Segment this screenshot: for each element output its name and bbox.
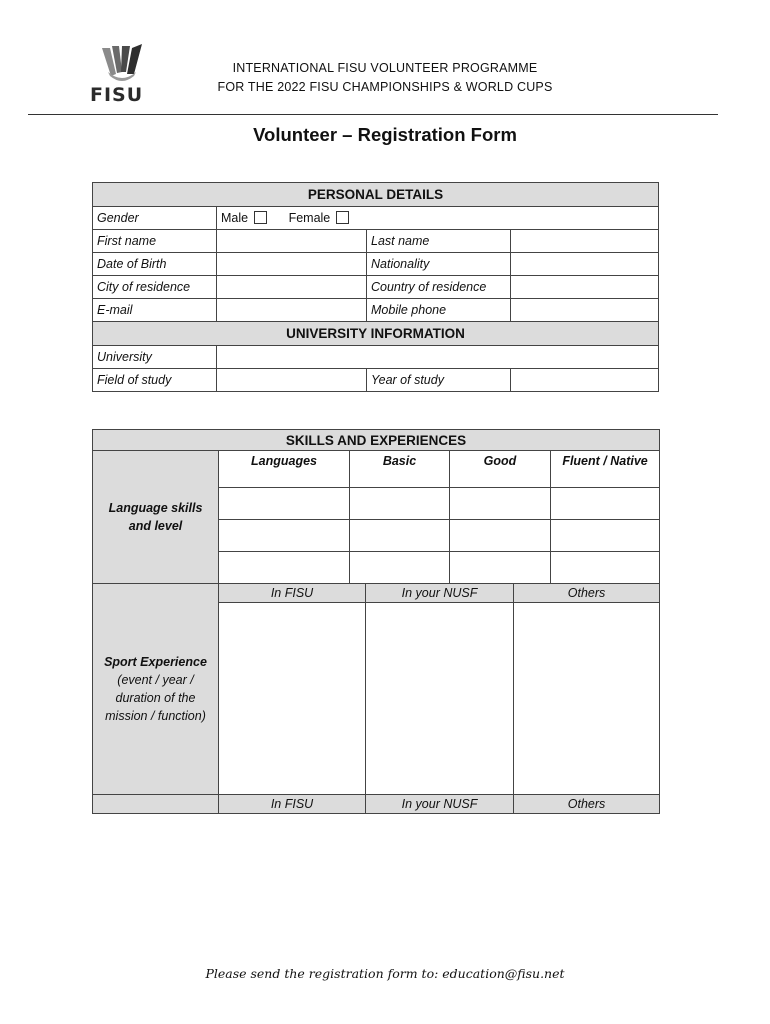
university-field[interactable] xyxy=(217,346,659,369)
language-3-good[interactable] xyxy=(450,552,551,584)
language-1-basic[interactable] xyxy=(350,488,450,520)
language-3-field[interactable] xyxy=(219,552,350,584)
others-footer: Others xyxy=(514,795,660,814)
city-field[interactable] xyxy=(217,276,367,299)
language-3-basic[interactable] xyxy=(350,552,450,584)
header-line-1: INTERNATIONAL FISU VOLUNTEER PROGRAMME xyxy=(232,61,538,75)
language-2-basic[interactable] xyxy=(350,520,450,552)
female-checkbox[interactable] xyxy=(336,211,349,224)
last-name-field[interactable] xyxy=(511,230,659,253)
email-field[interactable] xyxy=(217,299,367,322)
others-field[interactable] xyxy=(514,603,660,795)
form-title: Volunteer – Registration Form xyxy=(253,124,517,145)
language-3-fluent[interactable] xyxy=(551,552,660,584)
gender-label: Gender xyxy=(93,207,217,230)
footer-note: Please send the registration form to: education@fisu.net xyxy=(205,966,565,981)
in-fisu-header: In FISU xyxy=(219,584,366,603)
male-checkbox[interactable] xyxy=(254,211,267,224)
year-of-study-field[interactable] xyxy=(511,369,659,392)
header-divider xyxy=(28,114,718,115)
male-label: Male xyxy=(221,211,249,225)
first-name-field[interactable] xyxy=(217,230,367,253)
in-nusf-field[interactable] xyxy=(366,603,514,795)
city-label: City of residence xyxy=(93,276,217,299)
language-1-good[interactable] xyxy=(450,488,551,520)
year-of-study-label: Year of study xyxy=(367,369,511,392)
sport-experience-hint: (event / year / duration of the mission / function) xyxy=(105,673,206,723)
others-header: Others xyxy=(514,584,660,603)
personal-details-table xyxy=(92,182,659,392)
languages-header: Languages xyxy=(219,451,350,488)
sport-experience-title: Sport Experience xyxy=(104,655,207,669)
field-of-study-label: Field of study xyxy=(93,369,217,392)
dob-field[interactable] xyxy=(217,253,367,276)
good-header: Good xyxy=(450,451,551,488)
language-1-field[interactable] xyxy=(219,488,350,520)
field-of-study-field[interactable] xyxy=(217,369,367,392)
country-label: Country of residence xyxy=(367,276,511,299)
footer-row-label xyxy=(93,795,219,814)
language-2-good[interactable] xyxy=(450,520,551,552)
gender-options xyxy=(217,207,659,230)
nationality-field[interactable] xyxy=(511,253,659,276)
language-2-field[interactable] xyxy=(219,520,350,552)
university-label: University xyxy=(93,346,217,369)
personal-details-heading: PERSONAL DETAILS xyxy=(93,183,659,207)
fisu-logo-text: FISU xyxy=(90,84,144,106)
in-fisu-field[interactable] xyxy=(219,603,366,795)
nationality-label: Nationality xyxy=(367,253,511,276)
female-label: Female xyxy=(288,211,331,225)
language-2-fluent[interactable] xyxy=(551,520,660,552)
first-name-label: First name xyxy=(93,230,217,253)
country-field[interactable] xyxy=(511,276,659,299)
skills-table xyxy=(92,429,660,814)
in-nusf-header: In your NUSF xyxy=(366,584,514,603)
in-fisu-footer: In FISU xyxy=(219,795,366,814)
fluent-header: Fluent / Native xyxy=(551,451,660,488)
email-label: E-mail xyxy=(93,299,217,322)
basic-header: Basic xyxy=(350,451,450,488)
in-nusf-footer: In your NUSF xyxy=(366,795,514,814)
university-info-heading: UNIVERSITY INFORMATION xyxy=(93,322,659,346)
mobile-field[interactable] xyxy=(511,299,659,322)
dob-label: Date of Birth xyxy=(93,253,217,276)
skills-heading: SKILLS AND EXPERIENCES xyxy=(93,430,660,451)
language-skills-label: Language skills and level xyxy=(93,451,219,584)
header-line-2: FOR THE 2022 FISU CHAMPIONSHIPS & WORLD CUPS xyxy=(217,80,553,94)
language-1-fluent[interactable] xyxy=(551,488,660,520)
mobile-label: Mobile phone xyxy=(367,299,511,322)
sport-experience-label xyxy=(93,584,219,795)
last-name-label: Last name xyxy=(367,230,511,253)
